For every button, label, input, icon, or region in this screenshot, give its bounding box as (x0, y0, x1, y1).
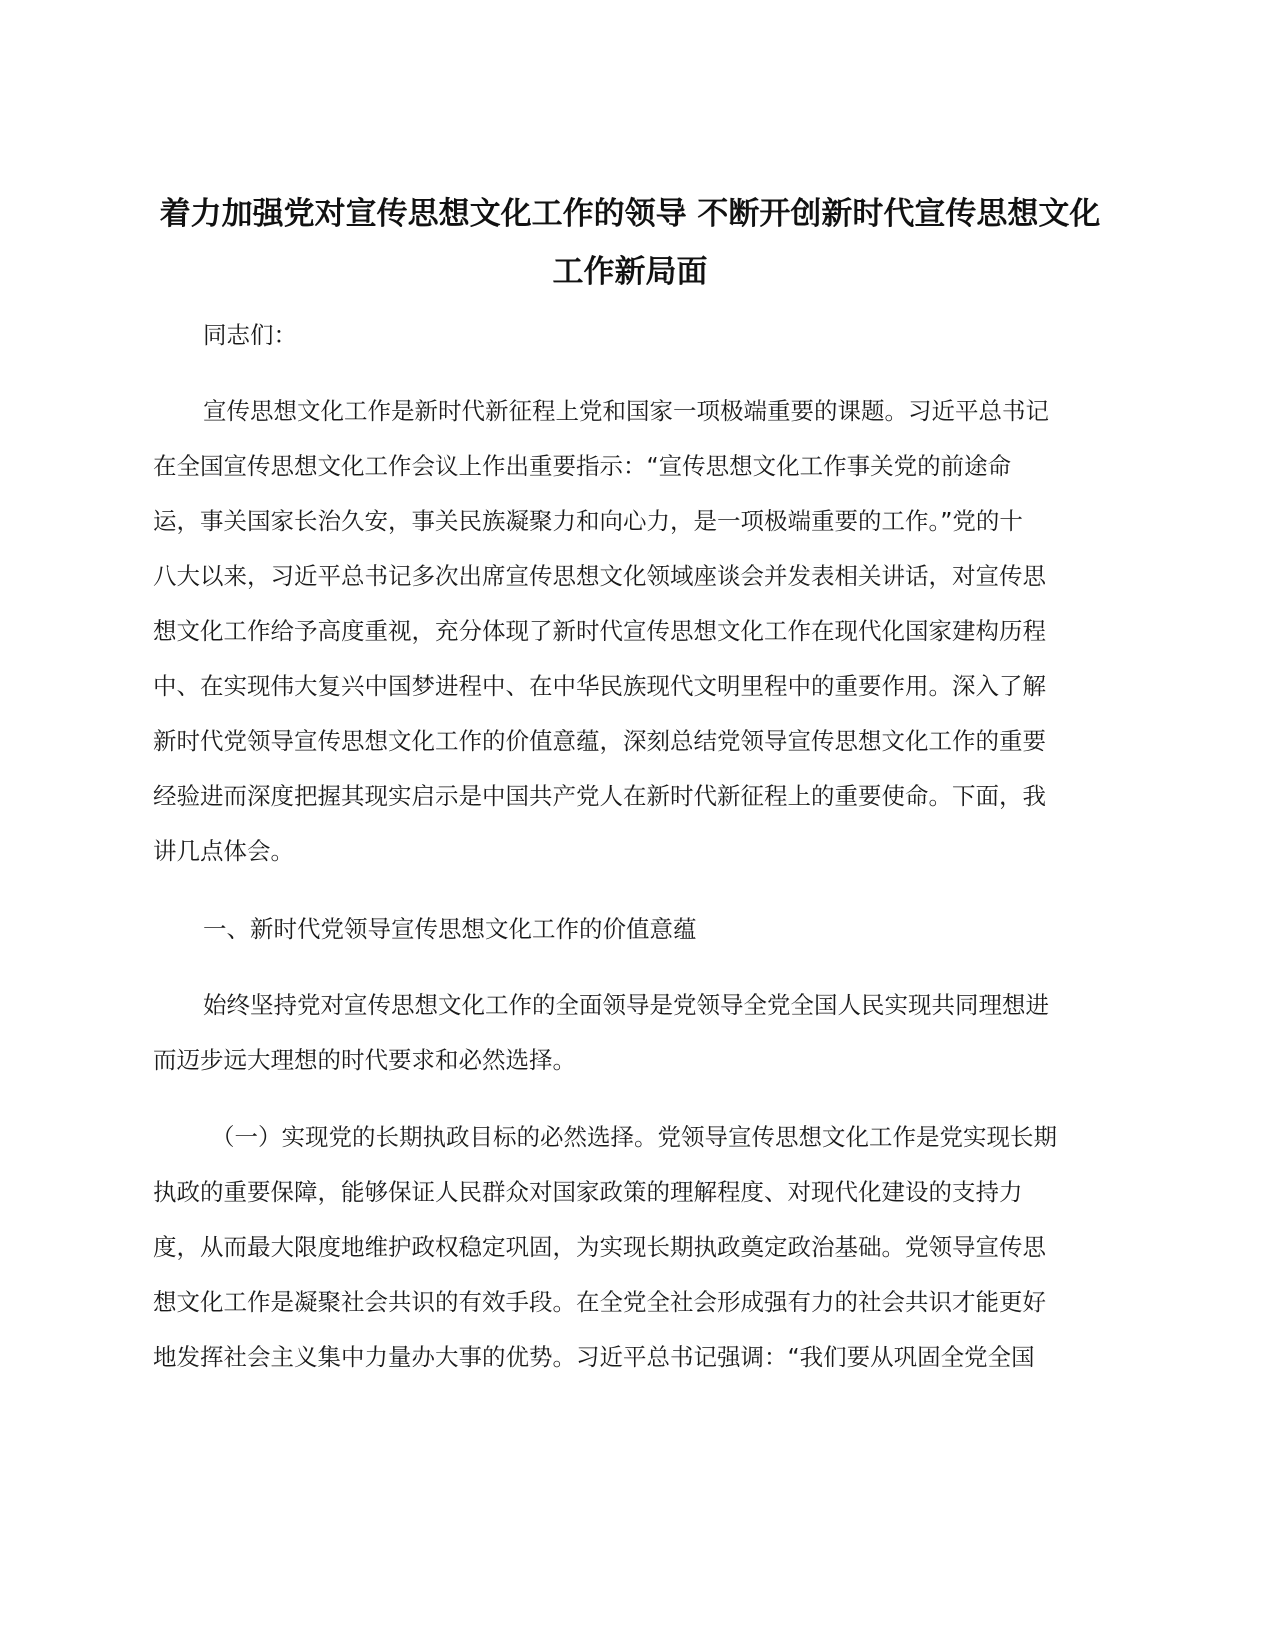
paragraph-line: 想文化工作给予高度重视，充分体现了新时代宣传思想文化工作在现代化国家建构历程 (153, 617, 1046, 645)
title-line-2: 工作新局面 (552, 254, 708, 290)
paragraph-section-intro (153, 976, 1108, 1089)
paragraph-line: 度，从而最大限度地维护政权稳定巩固，为实现长期执政奠定政治基础。党领导宣传思 (153, 1233, 1046, 1261)
salutation-text: 同志们： (203, 321, 297, 349)
paragraph-line: （一）实现党的长期执政目标的必然选择。党领导宣传思想文化工作是党实现长期 (211, 1123, 1057, 1151)
paragraph-line: 在全国宣传思想文化工作会议上作出重要指示：“宣传思想文化工作事关党的前途命 (153, 452, 1012, 480)
paragraph-line: 而迈步远大理想的时代要求和必然选择。 (153, 1046, 576, 1074)
title-line-1: 着力加强党对宣传思想文化工作的领导 不断开创新时代宣传思想文化 (159, 196, 1101, 232)
paragraph-line: 八大以来，习近平总书记多次出席宣传思想文化领域座谈会并发表相关讲话，对宣传思 (153, 562, 1046, 590)
paragraph-line: 宣传思想文化工作是新时代新征程上党和国家一项极端重要的课题。习近平总书记 (203, 397, 1049, 425)
paragraph-line: 经验进而深度把握其现实启示是中国共产党人在新时代新征程上的重要使命。下面，我 (153, 782, 1046, 810)
document-title (150, 185, 1110, 301)
section-heading-text: 一、新时代党领导宣传思想文化工作的价值意蕴 (203, 915, 697, 943)
paragraph-line: 执政的重要保障，能够保证人民群众对国家政策的理解程度、对现代化建设的支持力 (153, 1178, 1023, 1206)
paragraph-line: 中、在实现伟大复兴中国梦进程中、在中华民族现代文明里程中的重要作用。深入了解 (153, 672, 1046, 700)
paragraph-line: 始终坚持党对宣传思想文化工作的全面领导是党领导全党全国人民实现共同理想进 (203, 991, 1049, 1019)
paragraph-line: 运，事关国家长治久安，事关民族凝聚力和向心力，是一项极端重要的工作。”党的十 (153, 507, 1023, 535)
paragraph-line: 地发挥社会主义集中力量办大事的优势。习近平总书记强调：“我们要从巩固全党全国 (153, 1343, 1035, 1371)
paragraph-line: 想文化工作是凝聚社会共识的有效手段。在全党全社会形成强有力的社会共识才能更好 (153, 1288, 1046, 1316)
salutation (153, 306, 1158, 364)
section-heading-1 (153, 900, 1158, 958)
paragraph-line: 新时代党领导宣传思想文化工作的价值意蕴，深刻总结党领导宣传思想文化工作的重要 (153, 727, 1046, 755)
paragraph-line: 讲几点体会。 (153, 837, 294, 865)
paragraph-intro (153, 382, 1108, 880)
paragraph-subsection-1 (153, 1108, 1108, 1386)
